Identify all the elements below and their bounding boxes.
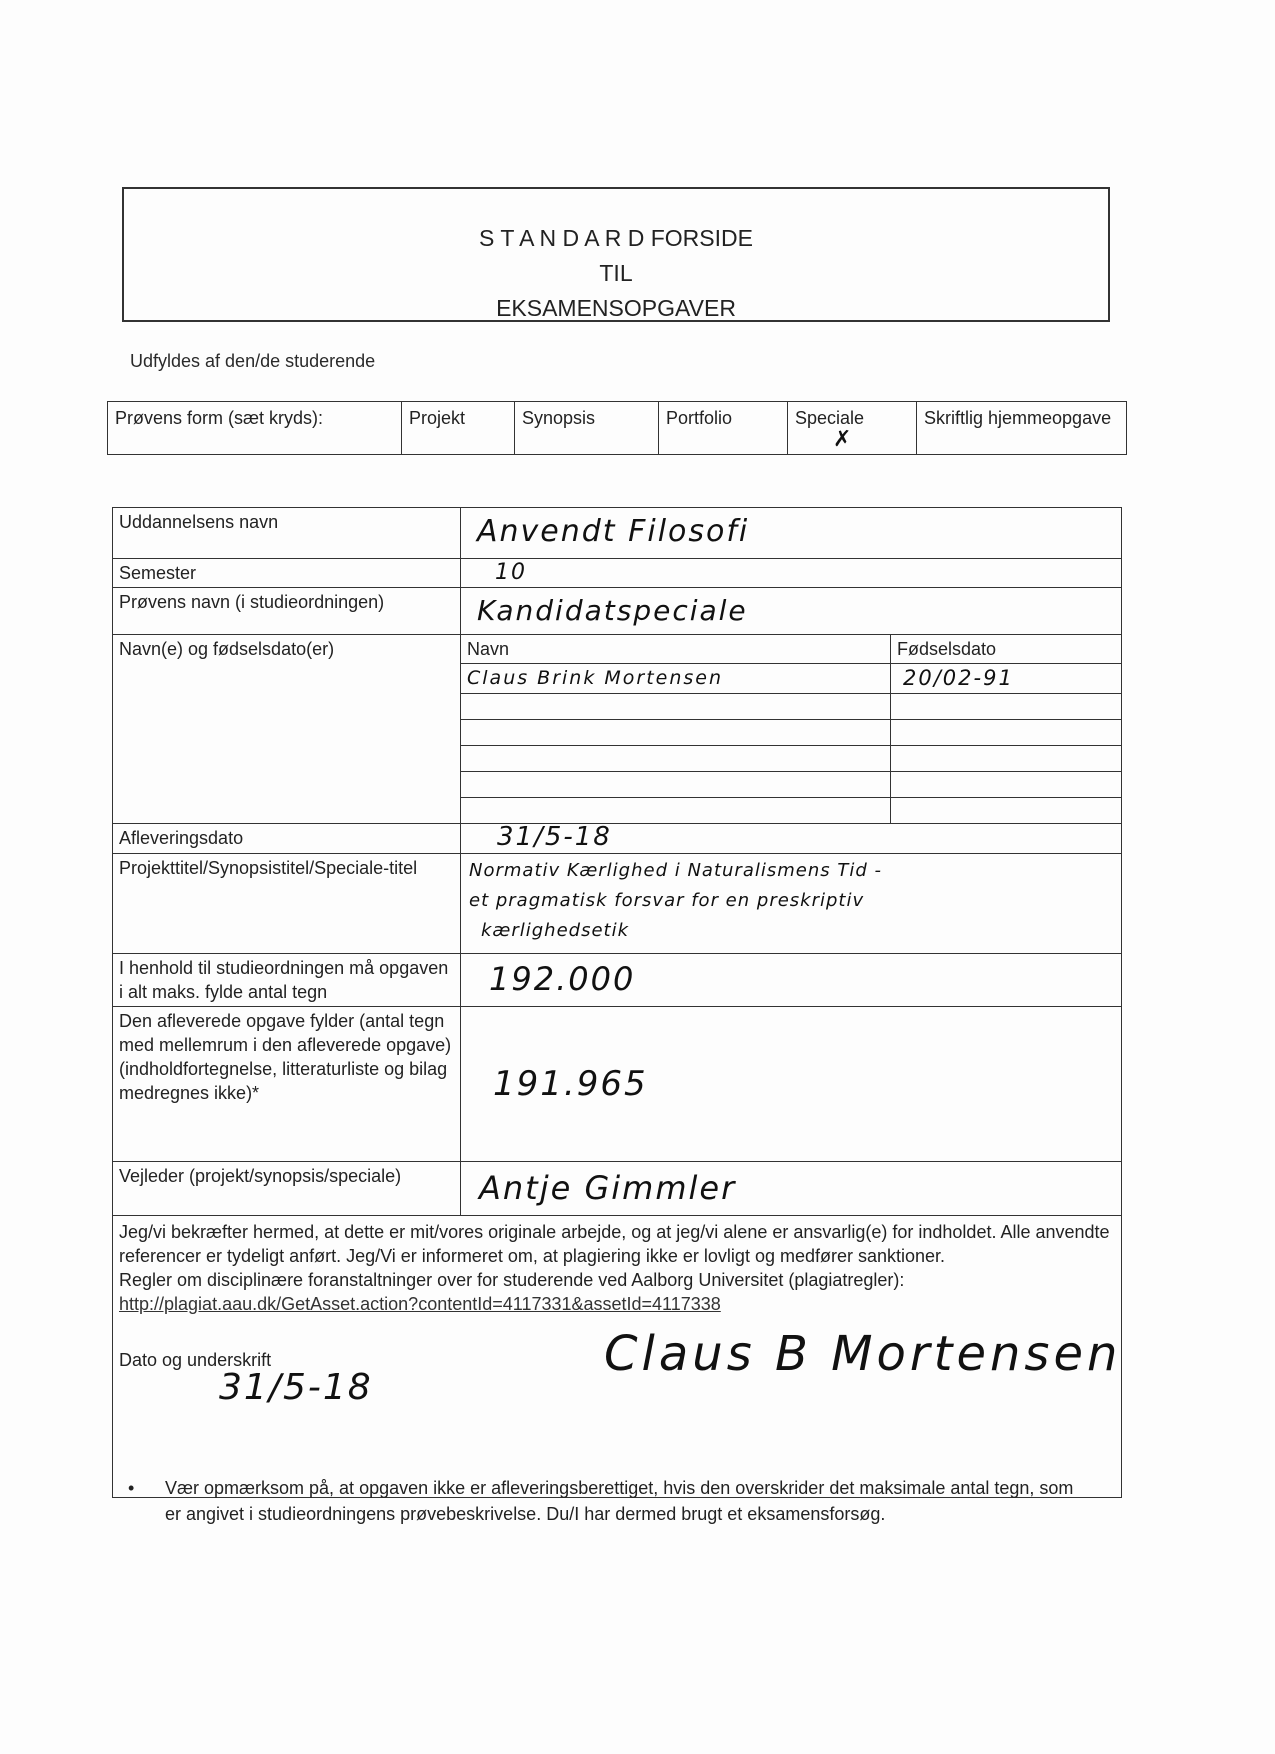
plagiarism-rules-link[interactable]: http://plagiat.aau.dk/GetAsset.action?contentId=4117331&assetId=4117338 xyxy=(119,1294,721,1314)
option-speciale[interactable] xyxy=(788,402,917,455)
cover-title-box xyxy=(122,187,1110,322)
due-date-field[interactable] xyxy=(461,824,1122,854)
supervisor-label: Vejleder (projekt/synopsis/speciale) xyxy=(113,1162,461,1216)
birth-row-empty[interactable] xyxy=(891,694,1122,720)
exam-form-label: Prøvens form (sæt kryds): xyxy=(108,402,402,455)
title-line-1: S T A N D A R D FORSIDE xyxy=(479,225,753,251)
semester-label: Semester xyxy=(113,559,461,588)
names-label: Navn(e) og fødselsdato(er) xyxy=(113,635,461,824)
signature-date-value: 31/5-18 xyxy=(219,1367,373,1408)
footnote-text: Vær opmærksom på, at opgaven ikke er afleveringsberettiget, hvis den overskrider det maksimale antal tegn, som er angivet i studieordningens prøvebeskrivelse. Du/I har dermed brugt et eksamensforsøg. xyxy=(165,1478,1074,1524)
date-signature-label: Dato og underskrift xyxy=(119,1350,272,1370)
option-synopsis[interactable]: Synopsis xyxy=(515,402,659,455)
due-date-value: 31/5-18 xyxy=(497,822,612,852)
actual-chars-field[interactable] xyxy=(461,1007,1122,1162)
birth-row-empty[interactable] xyxy=(891,720,1122,746)
plagiarism-rules-text: Regler om disciplinære foranstaltninger over for studerende ved Aalborg Universitet (plagiatregler): xyxy=(119,1270,905,1290)
max-chars-label: I henhold til studieordningen må opgaven i alt maks. fylde antal tegn xyxy=(113,954,461,1007)
student-birth-field[interactable] xyxy=(891,664,1122,694)
project-title-line-1: Normativ Kærlighed i Naturalismens Tid - xyxy=(469,860,882,881)
fill-instruction: Udfyldes af den/de studerende xyxy=(130,351,376,371)
exam-name-value: Kandidatspeciale xyxy=(477,594,748,627)
supervisor-field[interactable] xyxy=(461,1162,1122,1216)
speciale-check-mark: ✗ xyxy=(833,427,854,452)
education-label: Uddannelsens navn xyxy=(113,508,461,559)
student-birth-value: 20/02-91 xyxy=(903,666,1014,690)
education-field[interactable] xyxy=(461,508,1122,559)
exam-name-label: Prøvens navn (i studieordningen) xyxy=(113,588,461,635)
declaration-cell xyxy=(113,1216,1122,1498)
semester-value: 10 xyxy=(495,560,527,585)
project-title-field[interactable] xyxy=(461,854,1122,954)
actual-chars-label: Den afleverede opgave fylder (antal tegn med mellemrum i den afleverede opgave) (indholdfortegnelse, litteraturliste og bilag medregnes ikke)* xyxy=(113,1007,461,1162)
option-speciale-label: Speciale xyxy=(795,408,865,428)
name-row-empty[interactable] xyxy=(461,746,891,772)
name-column-header: Navn xyxy=(461,635,891,664)
signature-value: Claus B Mortensen xyxy=(604,1326,1122,1382)
name-row-empty[interactable] xyxy=(461,694,891,720)
name-row-empty[interactable] xyxy=(461,720,891,746)
option-portfolio[interactable]: Portfolio xyxy=(659,402,788,455)
semester-field[interactable] xyxy=(461,559,1122,588)
birth-row-empty[interactable] xyxy=(891,798,1122,824)
project-title-label: Projekttitel/Synopsistitel/Speciale-titel xyxy=(113,854,461,954)
declaration-text: Jeg/vi bekræfter hermed, at dette er mit/vores originale arbejde, og at jeg/vi alene er ansvarlig(e) for indholdet. Alle anvendte referencer er tydeligt anført. Jeg/Vi er informeret om, at plagiering ikke er lovligt og medfører sanktioner. xyxy=(119,1222,1110,1266)
student-name-field[interactable] xyxy=(461,664,891,694)
max-chars-value: 192.000 xyxy=(489,960,636,998)
birth-row-empty[interactable] xyxy=(891,772,1122,798)
student-name-value: Claus Brink Mortensen xyxy=(467,667,724,689)
due-date-label: Afleveringsdato xyxy=(113,824,461,854)
name-row-empty[interactable] xyxy=(461,798,891,824)
project-title-line-3: kærlighedsetik xyxy=(481,920,630,941)
option-projekt[interactable]: Projekt xyxy=(402,402,515,455)
name-row-empty[interactable] xyxy=(461,772,891,798)
bullet-icon: • xyxy=(128,1478,135,1498)
exam-form-table xyxy=(107,401,1127,455)
max-chars-field[interactable] xyxy=(461,954,1122,1007)
education-value: Anvendt Filosofi xyxy=(477,514,750,549)
main-form-table xyxy=(112,507,1122,1498)
supervisor-value: Antje Gimmler xyxy=(479,1169,737,1207)
birth-row-empty[interactable] xyxy=(891,746,1122,772)
title-line-3: EKSAMENSOPGAVER xyxy=(496,295,736,321)
birth-column-header: Fødselsdato xyxy=(891,635,1122,664)
exam-name-field[interactable] xyxy=(461,588,1122,635)
footnote xyxy=(128,1475,1088,1527)
option-skriftlig[interactable]: Skriftlig hjemmeopgave xyxy=(917,402,1127,455)
actual-chars-value: 191.965 xyxy=(493,1064,648,1104)
title-line-2: TIL xyxy=(599,260,633,286)
project-title-line-2: et pragmatisk forsvar for en preskriptiv xyxy=(469,890,865,911)
